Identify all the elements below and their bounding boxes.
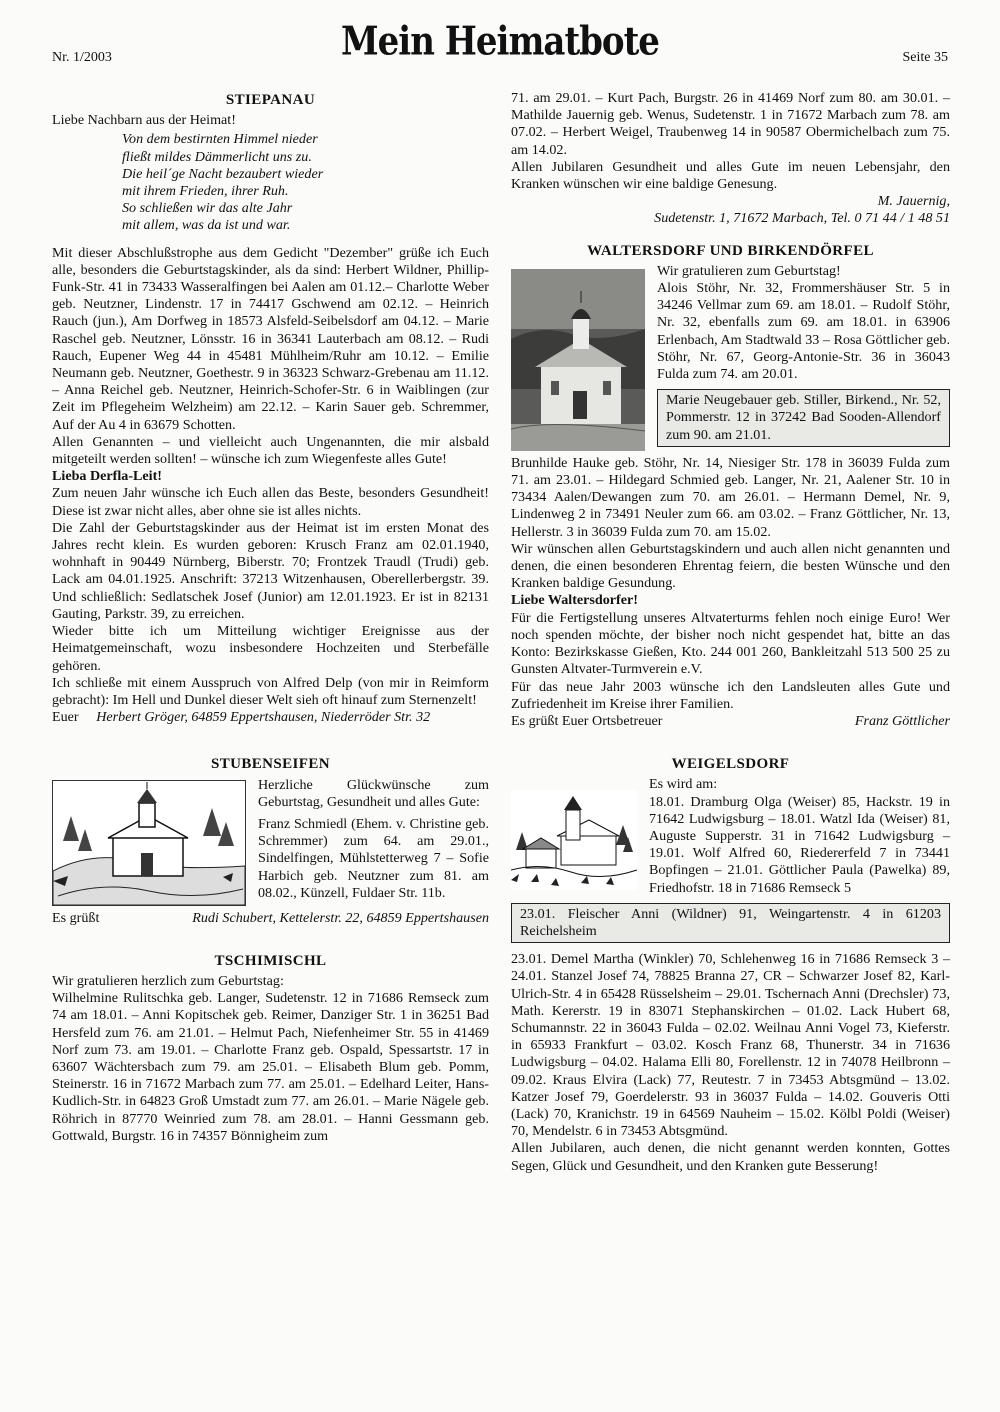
birthday-paragraph: Mit dieser Abschlußstrophe aus dem Gedicht "Dezember" grüße ich Euch alle, besonders die Geburtstagskinder, als da sind: Herbert Wildner, Phillip-Funk-Str. 41 in 73433 Wasseralfingen bei Aalen am 01.12.– Charlotte Weber geb. Neutzner, Lindenstr. 17 in 74417 Gschwend am 02.12. – Heinrich Rauch (jun.), Am Dorfweg in 18573 Alsfeld-Seibelsdorf am 04.12. – Marie Raschel geb. Neutzner, Lönsstr. 16 in 36341 Lauterbach am 08.12. – Rudi Rauch, Eupener Weg 44 in 45481 Mühlheim/Ruhr am 10.12. – Emilie Neumann geb. Neutzner, Goethestr. 9 in 36323 Schwarz-Grebenau am 11.12. – Anna Reichel geb. Neutzner, Heinrich-Schofer-Str. 6 in Waiblingen (zur Zeit im Pflegeheim Welzheim) am 22.12. – Karin Sauer geb. Schremmer, Auf der Au 4 in 63679 Schotten. (52, 244, 489, 433)
signature-label: Euer (52, 709, 79, 726)
poem-line: Die heil´ge Nacht bezaubert wieder (122, 165, 324, 182)
signature-line (511, 713, 950, 730)
signature-line (52, 709, 489, 726)
weigelsdorf-text3: 23.01. Demel Martha (Winkler) 70, Schlehenweg 16 in 71686 Remseck 3 – 24.01. Stanzel Josef 74, 78825 Branna 27, CR – Schwarzer Josef 82, Karl-Ulrich-Str. 4 in 65428 Rüsselsheim – 29.01. Tschernach Anni (Drechsler) 73, Math. Kererstr. 19 in 83071 Stephanskirchen – 01.02. Lack Hubert 68, Schumannstr. 22 in 36043 Fulda – 02.02. Weilnau Anni Vogel 73, Kieferstr. in 65933 Frankfurt – 03.02. Kosch Franz 68, Thunerstr. 34 in 71636 Ludwigsburg – 04.02. Halama Elli 80, Forellenstr. 12 in 74078 Heilbronn – 09.02. Kraus Elvira (Lack) 77, Reutestr. 7 in 73453 Abtsgmünd – 13.02. Katzer Josef 79, Goerdelerstr. 93 in 36037 Fulda – 14.02. Gouveris Otti (Lack) 70, Kranichstr. 19 in 64569 Nauheim – 15.02. Kölbl Poldi (Weiser) 70, Mendelstr. 6 in 73453 Abtsgmünd. (511, 951, 950, 1140)
continued-text: 71. am 29.01. – Kurt Pach, Burgstr. 26 in 41469 Norf zum 80. am 30.01. – Mathilde Jauernig geb. Wenus, Sudetenstr. 1 in 71672 Marbach zum 78. am 07.02. – Herbert Weigel, Traubenweg 14 in 90587 Obermichelbach zum 75. am 14.02. (511, 90, 950, 158)
issue-number: Nr. 1/2003 (52, 50, 112, 65)
poem-line: mit ihrem Frieden, ihrer Ruh. (122, 183, 289, 200)
newyear-paragraph: Zum neuen Jahr wünsche ich Euch allen das Beste, besonders Gesundheit! Diese ist zwar nicht alles, aber ohne sie ist alles nichts. (52, 485, 489, 519)
tschimischl-intro: Wir gratulieren herzlich zum Geburtstag: (52, 972, 284, 989)
poem-line: mit allem, was da ist und war. (122, 217, 291, 234)
greeting: Liebe Nachbarn aus der Heimat! (52, 112, 236, 129)
highlight-text: Marie Neugebauer geb. Stiller, Birkend., Nr. 52, Pommerstr. 12 in 37242 Bad Sooden-Allendorf zum 90. am 21.01. (666, 392, 941, 443)
request-paragraph: Wieder bitte ich um Mitteilung wichtiger Ereignisse aus der Heimatgemeinschaft, wozu insbesondere Hochzeiten und Sterbefälle gehören. (52, 623, 489, 674)
signature: Rudi Schubert, Kettelerstr. 22, 64859 Eppertshausen (192, 909, 489, 926)
page-number: Seite 35 (902, 50, 948, 65)
stubenseifen-intro: Herzliche Glückwünsche zum Geburtstag, Gesundheit und alles Gute: (258, 776, 489, 810)
quote-paragraph: Ich schließe mit einem Ausspruch von Alfred Delp (von mir in Reimform gebracht): Im Hell und Dunkel dieser Welt sieh oft hinauf zum Sternenzelt! (52, 674, 489, 708)
signature-label: Es grüßt Euer Ortsbetreuer (511, 712, 663, 729)
subheading: Liebe Waltersdorfer! (511, 592, 638, 609)
section-title-tschimischl: TSCHIMISCHL (214, 952, 327, 969)
section-title-waltersdorf: WALTERSDORF UND BIRKENDÖRFEL (587, 242, 874, 259)
signature-label: Es grüßt (52, 909, 100, 926)
waltersdorf-intro: Wir gratulieren zum Geburtstag! (657, 262, 841, 279)
poem (122, 131, 489, 234)
signature-line (52, 910, 489, 927)
highlight-text: 23.01. Fleischer Anni (Wildner) 91, Weingartenstr. 4 in 61203 Reichelsheim (520, 905, 941, 939)
chapel-photo-image (511, 269, 645, 451)
waltersdorf-text4: Für die Fertigstellung unseres Altvaterturms fehlen noch einige Euro! Wer noch spenden möchte, der bisher noch nicht gespendet hat, bitte an das Konto: Bezirkskasse Gießen, Kto. 244 001 260, Bankleitzahl 513 500 25 zu Gunsten Altvater-Turmverein e.V. (511, 609, 950, 678)
section-title-stiepanau: STIEPANAU (225, 92, 316, 108)
poem-line: So schließen wir das alte Jahr (122, 200, 293, 217)
waltersdorf-text3: Wir wünschen allen Geburtstagskindern und auch allen nicht genannten und denen, die einen besonderen Ehrentag feiern, die besten Wünsche und den Kranken baldige Gesundung. (511, 540, 950, 592)
poem-line: fließt mildes Dämmerlicht uns zu. (122, 148, 312, 165)
highlight-box (657, 389, 950, 447)
village-drawing-image (511, 790, 637, 890)
masthead-title: Mein Heimatbote (341, 19, 659, 65)
tschimischl-text: Wilhelmine Rulitschka geb. Langer, Sudetenstr. 12 in 71686 Remseck zum 74 am 18.01. – Anni Kopitschek geb. Reimer, Danziger Str. 1 in 36251 Bad Hersfeld zum 76. am 21.01. – Helmut Pach, Niefenheimer Str. 55 in 41469 Norf zum 73. am 19.01. – Charlotte Franz geb. Ospald, Spessartstr. 17 in 63607 Wächtersbach zum 79. am 25.01. – Elisabeth Blum geb. Pomm, Steinerstr. 16 in 71672 Marbach zum 77. am 25.01. – Edelhard Leiter, Hans-Kudlich-Str. in 64823 Groß Umstadt zum 77. am 26.01. – Marie Nägele geb. Röhrich in 87770 Weinried zum 78. am 28.01. – Hanni Gessmann geb. Gottwald, Burgstr. 16 in 74357 Bönnigheim zum (52, 990, 489, 1144)
right-column (511, 90, 950, 1175)
signature-name: M. Jauernig, (877, 193, 950, 210)
subheading: Lieba Derfla-Leit! (52, 468, 162, 485)
signature: Franz Göttlicher (854, 712, 950, 729)
weigelsdorf-text4: Allen Jubilaren, auch denen, die nicht genannt werden konnten, Gottes Segen, Glück und Gesundheit, und den Kranken gute Besserung! (511, 1140, 950, 1174)
stubenseifen-text: Franz Schmiedl (Ehem. v. Christine geb. Schremmer) zum 64. am 29.01., Sindelfingen, Mühlstetterweg 7 – Sofie Harbich geb. Neutzner zum 81. am 08.02., Künzell, Fuldaer Str. 11b. (258, 815, 489, 901)
birthday-paragraph-2: Die Zahl der Geburtstagskinder aus der Heimat ist im ersten Monat des Jahres recht klein. Es wurden geboren: Krusch Franz am 02.01.1940, wohnhaft in 90449 Nürnberg, Biberstr. 70; Frontzek Traudl (Trudi) geb. Lack am 04.01.1925. Anschrift: 37213 Witzenhausen, Oberellerbergstr. 39. Und schließlich: Sedlatschek Josef (Junior) am 12.01.1923. Er ist in 82131 Gauting, Parkstr. 39, zu erreichen. (52, 519, 489, 622)
wishes-paragraph: Allen Genannten – und vielleicht auch Ungenannten, die mir alsbald mitgeteilt werden sollten! – wünsche ich zum Wiegenfeste alles Gute! (52, 433, 489, 468)
section-title-stubenseifen: STUBENSEIFEN (210, 756, 330, 773)
waltersdorf-text5: Für das neue Jahr 2003 wünsche ich den Landsleuten alles Gute und Zufriedenheit im Kreise ihrer Familien. (511, 678, 950, 712)
signature-address: Sudetenstr. 1, 71672 Marbach, Tel. 0 71 44 / 1 48 51 (654, 210, 950, 227)
highlight-box (511, 903, 950, 943)
weigelsdorf-text2: 18.01. Dramburg Olga (Weiser) 85, Hackstr. 19 in 71642 Ludwigsburg – 18.01. Watzl Ida (Weiser) 81, Auguste Supperstr. 31 in 71642 Ludwigsburg – 19.01. Wolf Alfred 60, Riedererfeld 7 in 73441 Bopfingen – 21.01. Göttlicher Paula (Pawelka) 89, Friedhofstr. 18 in 71686 Remseck 5 (649, 793, 950, 896)
left-column (52, 90, 489, 1145)
signature: Herbert Gröger, 64859 Eppertshausen, Niederröder Str. 32 (96, 709, 431, 726)
weigelsdorf-intro: Es wird am: (649, 776, 718, 793)
waltersdorf-text2: Brunhilde Hauke geb. Stöhr, Nr. 14, Niesiger Str. 178 in 36039 Fulda zum 71. am 23.01. – Hildegard Schmied geb. Langer, Nr. 21, Aalener Str. 10 in 73434 Aalen/Dewangen zum 70. am 26.01. – Hermann Demel, Nr. 9, Lindenweg 2 in 73491 Neuler zum 66. am 03.02. – Franz Göttlicher, Nr. 13, Hellerstr. 3 in 36039 Fulda zum 70. am 15.02. (511, 454, 950, 540)
wishes-paragraph: Allen Jubilaren Gesundheit und alles Gute im neuen Lebensjahr, den Kranken wünschen wir eine baldige Genesung. (511, 158, 950, 193)
chapel-drawing-image (52, 780, 246, 906)
section-title-weigelsdorf: WEIGELSDORF (671, 756, 790, 773)
poem-line: Von dem bestirnten Himmel nieder (122, 131, 318, 148)
waltersdorf-text1: Alois Stöhr, Nr. 32, Frommershäuser Str. 5 in 34246 Vellmar zum 69. am 18.01. – Rudolf Stöhr, Nr. 32, ebenfalls zum 69. am 18.01. in 63906 Erlenbach, Am Stadtwald 33 – Rosa Göttlicher geb. Stöhr, Nr. 67, Georg-Antonie-Str. 36 in 36043 Fulda zum 74. am 20.01. (657, 280, 950, 383)
